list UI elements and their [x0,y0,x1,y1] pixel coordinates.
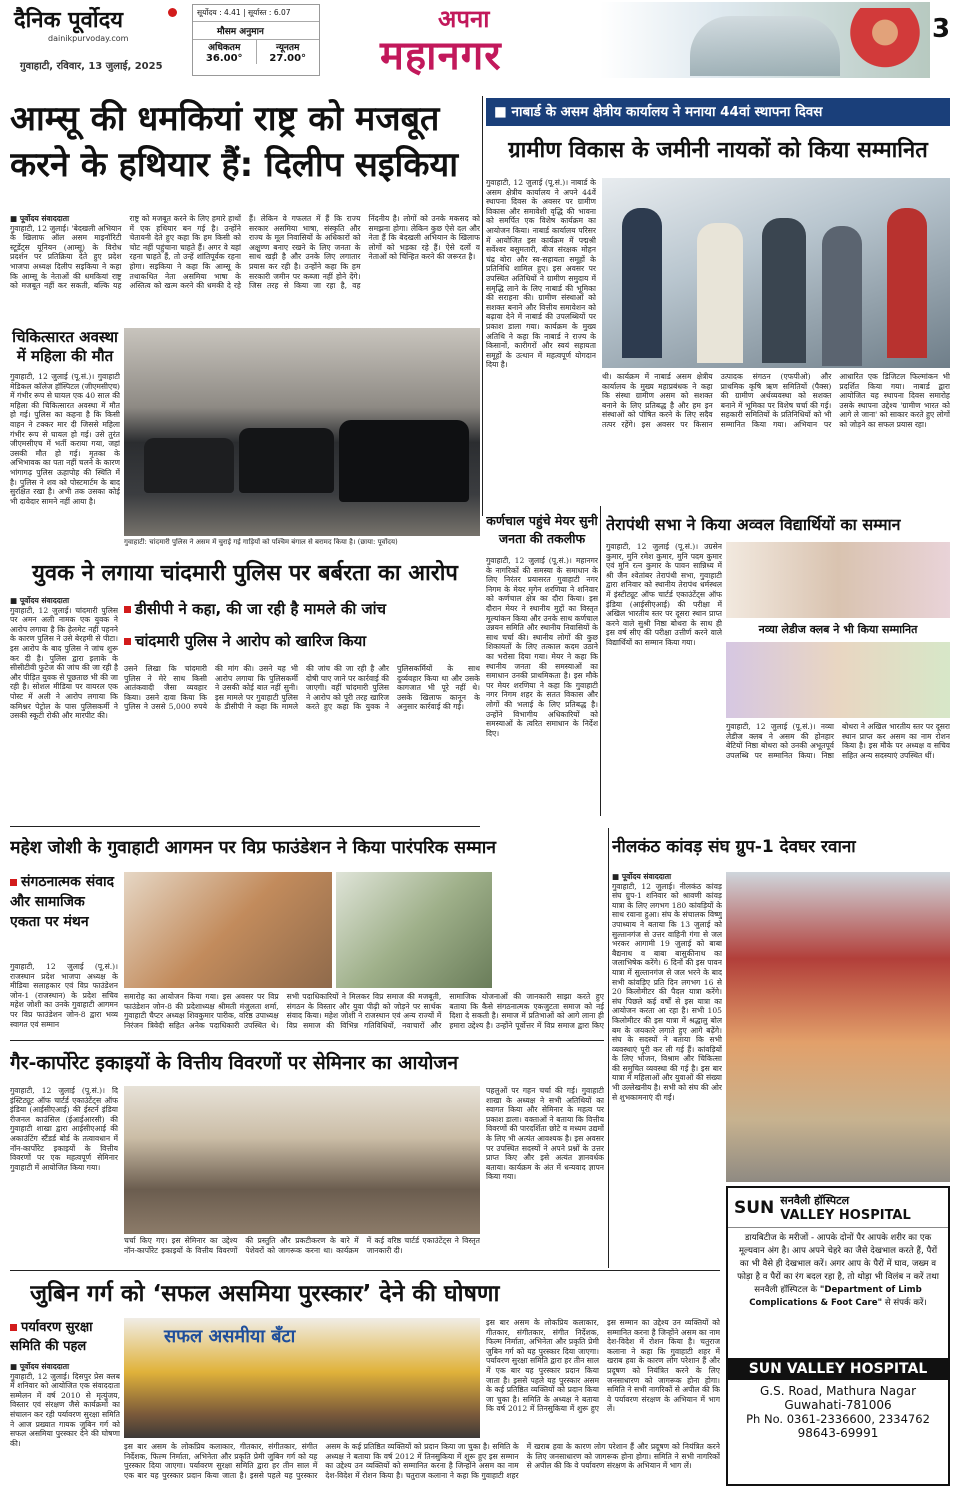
max-label: अधिकतम [208,43,241,53]
zubeen-body-side [10,1362,120,1488]
vipra-headline: महेश जोशी के गुवाहाटी आगमन पर विप्र फाउंडेशन ने किया पारंपरिक सम्मान [10,838,497,858]
cars-caption: गुवाहाटी: चांदमारी पुलिस ने असम में चुराई गई गाड़ियों को पश्चिम बंगाल से बरामद किया है। (छाया: पूर्वोदय) [124,538,398,546]
lead-body-text: गुवाहाटी, 12 जुलाई। 'बेदखली अभियान के खिलाफ ऑल असम माइनॉरिटी स्टूडेंट्स यूनियन (आम्सू) के विरोध प्रदर्शन पर प्रतिक्रिया देते हुए प्रदेश भाजपा अध्यक्ष दिलीप सइकिया ने कहा कि आम्सू के नेताओं की धमकियां राष्ट्र को मजबूत नहीं कर सकती, बल्कि यह राष्ट्र को मजबूत करने के लिए हमारे हाथों में एक हथियार बन गई है। उन्होंने चेतावनी देते हुए कहा कि हम किसी को चोट नहीं पहुंचाना चाहते हैं। अगर वे यहां रहना चाहते हैं, तो उन्हें शांतिपूर्वक रहना होगा। सइकिया ने कहा कि आम्सू के तथाकथित नेता असमिया भाषा के अस्तित्व को खत्म करने की धमकी दे रहे हैं। लेकिन वे गफलत में हैं कि राज्य सरकार असमिया भाषा, संस्कृति और राज्य के मूल निवासियों के अधिकारों को अक्षुण्ण बनाए रखने के लिए जनता के साथ खड़ी है और उनके लिए लगातार प्रयास कर रही है। उन्होंने कहा कि हम सरकारी जमीन पर कब्जा नहीं होने देंगे। जिस तरह से किया जा रहा है, वह निंदनीय है। लोगों को उनके मकसद को समझना होगा। लेकिन कुछ ऐसे दल और नेता हैं कि बेदखली अभियान के खिलाफ लोगों को भड़का रहे हैं। ऐसे दलों व नेताओं को चिन्हित करने की जरूरत है। [10,214,480,291]
vipra-body-side: गुवाहाटी, 12 जुलाई (पू.सं.)। राजस्थान प्रदेश भाजपा अध्यक्ष के मीडिया सलाहकार एवं विप्र फाउंडेशन जोन-1 (राजस्थान) के प्रदेश सचिव महेश जोशी का उनके गुवाहाटी आगमन पर विप्र फाउंडेशन जोन-8 द्वारा भव्य स्वागत एवं सम्मान [10,962,118,1029]
hospital-name-hindi: सनवैली हॉस्पिटल [780,1193,850,1207]
terapanth-photo [726,542,950,618]
police-headline: युवक ने लगाया चांदमारी पुलिस पर बर्बरता का आरोप [32,561,458,586]
zubeen-body-right: इस बार असम के लोकप्रिय कलाकार, गीतकार, संगीतकार, संगीत निर्देशक, फिल्म निर्माता, अभिनेता और प्रकृति प्रेमी जुबिन गर्ग को यह पुरस्कार दिया जाएगा। पर्यावरण सुरक्षा समिति द्वारा हर तीन साल में एक बार यह पुरस्कार प्रदान किया जाता है। इससे पहले यह पुरस्कार असम के कई प्रतिष्ठित व्यक्तियों को प्रदान किया जा चुका है। समिति के अध्यक्ष ने बताया कि वर्ष 2012 में तिनसुकिया में शुरू हुए इस सम्मान का उद्देश्य उन व्यक्तियों को सम्मानित करना है जिन्होंने असम का नाम देश-विदेश में रोशन किया है। चतुराज कलाना ने कहा कि गुवाहाटी शहर में खराब हवा के कारण लोग परेशान हैं और प्रदूषण को नियंत्रित करने के लिए जनसाधारण को जागरूक होना होगा। समिति ने सभी नागरिकों से अपील की कि वे पर्यावरण संरक्षण के अभियान में भाग लें। [486,1318,720,1414]
ad-address-2: Guwahati-781006 [784,1398,892,1412]
red-square-icon [10,1324,17,1331]
section-main-word: महानगर [380,33,502,79]
nabard-body-left: गुवाहाटी, 12 जुलाई (पू.सं.)। नाबार्ड के असम क्षेत्रीय कार्यालय ने अपने 44वें स्थापना दिवस के अवसर पर ग्रामीण विकास और समावेशी वृद्धि की भावना को समर्पित एक विशेष कार्यक्रम का आयोजन किया। नाबार्ड कार्यालय परिसर में आयोजित इस कार्यक्रम में पद्मश्री सर्वेश्वर बसुमतारी, बीज संरक्षक मोहन चंद्र बोरा और स्व-सहायता समूहों के प्रतिनिधि शामिल हुए। इस अवसर पर उपस्थित अतिथियों ने ग्रामीण समुदाय में समृद्धि लाने के लिए नाबार्ड की भूमिका की सराहना की। ग्रामीण संस्थाओं को सशक्त बनाने और वित्तीय समावेशन को बढ़ावा देने में नाबार्ड की उपलब्धियों पर प्रकाश डाला गया। कार्यक्रम के मुख्य अतिथि ने कहा कि नाबार्ड ने राज्य के किसानों, कारीगरों और स्वयं सहायता समूहों के उत्थान में महत्वपूर्ण योगदान दिया है। [486,178,596,370]
kanwar-body-text: गुवाहाटी, 12 जुलाई। नीलकंठ कांवड़ संघ ग्रुप-1 शनिवार को श्रावणी कांवड़ यात्रा के लिए लगभग 180 कांवड़ियों के साथ रवाना हुआ। संघ के संचालक विष्णु उपाध्याय ने बताया कि 13 जुलाई को सुल्तानगंज से उत्तर वाहिनी गंगा से जल भरकर आगामी 19 जुलाई को बाबा बैद्यनाथ व बाबा बासुकीनाथ का जलाभिषेक करेंगे। 6 दिनों की इस पावन यात्रा में सुल्तानगंज से जल भरने के बाद सभी कांवड़िए प्रति दिन लगभग 16 से 20 किलोमीटर की पैदल यात्रा करेंगे। संघ पिछले कई वर्षों से इस यात्रा का आयोजन करता आ रहा है। सभी 105 किलोमीटर की इस यात्रा में श्रद्धालु बोल बम के जयकारे लगाते हुए आगे बढ़ेंगे। संघ के सदस्यों ने बताया कि सभी व्यवस्थाएं पूरी कर ली गई हैं। कांवड़ियों के लिए भोजन, विश्राम और चिकित्सा की समुचित व्यवस्था की गई है। इस बार यात्रा में महिलाओं और युवाओं की संख्या भी उल्लेखनीय है। सभी को संघ की ओर से शुभकामनाएं दी गईं। [612,881,722,1102]
masthead [0,0,960,80]
terapanth-headline: तेरापंथी सभा ने किया अव्वल विद्यार्थियों का सम्मान [606,515,901,534]
police-body-right: उसने लिखा कि चांदमारी पुलिस ने मेरे साथ किसी आतंकवादी जैसा व्यवहार किया। उसने दावा किया कि पुलिस ने उससे 5,000 रुपये की मांग की। उसने यह भी आरोप लगाया कि पुलिसकर्मी ने उसकी कोई बात नहीं सुनी। इस मामले पर गुवाहाटी पुलिस के डीसीपी ने कहा कि मामले की जांच की जा रही है और दोषी पाए जाने पर कार्रवाई की जाएगी। वहीं चांदमारी पुलिस ने आरोप को पूरी तरह खारिज करते हुए कहा कि युवक ने पुलिसकर्मियों के साथ दुर्व्यवहार किया था और उसके कागजात भी पूरे नहीं थे। उसके खिलाफ कानून के अनुसार कार्रवाई की गई। [124,664,480,712]
police-body-left [10,596,118,814]
vipra-side-headline: संगठनात्मक संवाद और सामाजिक एकता पर मंथन [10,874,115,930]
red-square-icon [124,606,131,613]
ad-mobile[interactable]: 98643-69991 [797,1426,879,1440]
seminar-body-right: पहलुओं पर गहन चर्चा की गई। गुवाहाटी शाखा के अध्यक्ष ने सभी अतिथियों का स्वागत किया और सेमिनार के महत्व पर प्रकाश डाला। वक्ताओं ने बताया कि वित्तीय विवरणों की पारदर्शिता छोटे व मध्यम उद्यमों के लिए भी अत्यंत आवश्यक है। इस अवसर पर उपस्थित सदस्यों ने अपने प्रश्नों के उत्तर प्राप्त किए और इसे अत्यंत ज्ञानवर्धक बताया। कार्यक्रम के अंत में धन्यवाद ज्ञापन किया गया। [486,1086,604,1182]
zubeen-body-side-text: गुवाहाटी, 12 जुलाई। दिसपुर प्रेस क्लब में शनिवार को आयोजित एक संवाददाता सम्मेलन में वर्ष 2010 से मृत्युंजय, विस्तार एवं संरक्षण जैसे कार्यक्रमों का संचालन कर रही पर्यावरण सुरक्षा समिति ने आज प्रख्यात गायक जुबिन गर्ग को सफल असमिया पुरस्कार देने की घोषणा की। [10,1371,120,1448]
ad-address-1: G.S. Road, Mathura Nagar [759,1384,917,1398]
police-byline: ■ पूर्वोदय संवाददाता [10,596,70,605]
ad-body: डायबिटीज के मरीजों - आपके दोनों पैर आपके शरीर का एक मूल्यवान अंग है। आप अपने चेहरे का जैसे देखभाल करते हैं, पैरों का भी वैसे ही देखभाल करें। अगर आप के पैरों में घाव, जख्म व फोड़ा है व पैरों का रंग बदल रहा है, तो थोड़ा भी विलंब न करें तथा सनवैली हॉस्पिटल के "Department of Limb Complications & Foot Care" से संपर्क करें। [737,1233,939,1308]
vipra-photo-2 [336,872,492,988]
police-sub-2: चांदमारी पुलिस ने आरोप को खारिज किया [124,628,480,654]
red-square-icon [10,879,17,886]
vipra-body-main: समारोह का आयोजन किया गया। इस अवसर पर विप्र फाउंडेशन जोन-8 की प्रदेशाध्यक्ष श्रीमती मंजुलता शर्मा, गुवाहाटी चैप्टर अध्यक्ष शिवकुमार पारीक, वरिष्ठ उपाध्यक्ष निरंजन त्रिवेदी सहित अनेक पदाधिकारी उपस्थित थे। सभी पदाधिकारियों ने मिलकर विप्र समाज की मजबूती, संगठन के विस्तार और युवा पीढ़ी को जोड़ने पर सार्थक संवाद किया। महेश जोशी ने राजस्थान एवं अन्य राज्यों में विप्र समाज की विभिन्न गतिविधियों, नवाचारों और सामाजिक योजनाओं की जानकारी साझा करते हुए बताया कि कैसे संगठनात्मक एकजुटता समाज को नई दिशा दे सकती है। समाज में प्रतिभाओं को आगे लाना ही हमारा उद्देश्य है। उन्होंने पूर्वोत्तर में विप्र समाज द्वारा किए [124,992,604,1030]
nabard-body-right: थी। कार्यक्रम में नाबार्ड असम क्षेत्रीय कार्यालय के मुख्य महाप्रबंधक ने कहा कि संस्था ग्रामीण असम को सशक्त बनाने के लिए प्रतिबद्ध है और हम इन संस्थाओं को पोषित करने के लिए सदैव तत्पर रहेंगे। इस अवसर पर किसान उत्पादक संगठन (एफपीओ) और प्राथमिक कृषि ऋण समितियों (पैक्स) की ग्रामीण अर्थव्यवस्था को सशक्त बनाने में भूमिका पर विशेष चर्चा की गई। सहकारी समितियों के प्रतिनिधियों को भी सम्मानित किया गया। अभियान पर आधारित एक डिजिटल फिल्मांकन भी प्रदर्शित किया गया। नाबार्ड द्वारा आयोजित यह स्थापना दिवस समारोह उसके स्थापना उद्देश्य 'ग्रामीण भारत को आगे ले जाना' को साकार करते हुए लोगों को जोड़ने का सफल प्रयास रहा। [602,372,950,429]
lead-body [10,214,480,324]
lead-headline-line-2: करने के हथियार हैं: दिलीप सइकिया [10,145,459,185]
website[interactable]: dainikpurvoday.com [48,34,129,43]
zubeen-banner-text: सफल असमीया बँटा [164,1326,296,1347]
zubeen-body-main: इस बार असम के लोकप्रिय कलाकार, गीतकार, संगीतकार, संगीत निर्देशक, फिल्म निर्माता, अभिनेता और प्रकृति प्रेमी जुबिन गर्ग को यह पुरस्कार दिया जाएगा। पर्यावरण सुरक्षा समिति द्वारा हर तीन साल में एक बार यह पुरस्कार प्रदान किया जाता है। इससे पहले यह पुरस्कार असम के कई प्रतिष्ठित व्यक्तियों को प्रदान किया जा चुका है। समिति के अध्यक्ष ने बताया कि वर्ष 2012 में तिनसुकिया में शुरू हुए इस सम्मान का उद्देश्य उन व्यक्तियों को सम्मानित करना है जिन्होंने असम का नाम देश-विदेश में रोशन किया है। चतुराज कलाना ने कहा कि गुवाहाटी शहर में खराब हवा के कारण लोग परेशान हैं और प्रदूषण को नियंत्रित करने के लिए जनसाधारण को जागरूक होना होगा। समिति ने सभी नागरिकों से अपील की कि वे पर्यावरण संरक्षण के अभियान में भाग लें। [124,1442,720,1480]
lead-headline-line-1: आम्सू की धमकियां राष्ट्र को मजबूत [10,99,440,139]
police-body-left-text: गुवाहाटी, 12 जुलाई। चांदमारी पुलिस पर अमन अली नामक एक युवक ने आरोप लगाया है कि हेलमेट नहीं पहनने के कारण पुलिस ने उसे बेरहमी से पीटा। इस आरोप के बाद पुलिस ने जांच शुरू कर दी है। पुलिस द्वारा इलाके के सीसीटीवी फुटेज की जांच की जा रही है और पीड़ित युवक से पूछताछ भी की जा रही है। सोशल मीडिया पर वायरल एक पोस्ट में अली ने आरोप लगाया कि कमिश्नर पेट्रोल के पास पुलिसकर्मी ने उसकी स्कूटी रोकी और मारपीट की। [10,605,118,721]
section-banner [330,2,930,78]
lead-byline: ■ पूर्वोदय संवाददाता [10,214,70,223]
zubeen-photo [124,1318,480,1438]
red-square-icon [124,638,131,645]
kanwar-byline: ■ पूर्वोदय संवाददाता [612,872,672,881]
weather-line: सूर्योदय : 4.41 | सूर्यास्त : 6.07 [193,5,319,22]
nabard-photo [602,178,950,368]
lead-headline [10,96,480,212]
zubeen-side-headline: पर्यावरण सुरक्षा समिति की पहल [10,1320,93,1354]
zubeen-byline: ■ पूर्वोदय संवाददाता [10,1362,70,1371]
nabard-headline: ग्रामीण विकास के जमीनी नायकों को किया सम्मानित [508,138,928,163]
red-dot-logo [168,8,177,17]
vipra-photo [124,872,332,988]
dateline: गुवाहाटी, रविवार, 13 जुलाई, 2025 [20,61,163,72]
kanwar-headline: नीलकंठ कांवड़ संघ ग्रुप-1 देवघर रवाना [612,837,856,857]
max-temp: 36.00° [205,53,243,64]
seminar-photo [124,1086,480,1234]
min-temp: 27.00° [269,53,307,64]
ladies-club-body: गुवाहाटी, 12 जुलाई (पू.सं.)। नव्या लेडीज क्लब ने असम की होनहार बेटियों निष्ठा बोथरा को उनकी अभूतपूर्व उपलब्धि पर सम्मानित किया। निष्ठा बोथरा ने अखिल भारतीय स्तर पर दूसरा स्थान प्राप्त कर असम का नाम रोशन किया है। इस मौके पर अध्यक्ष व सचिव सहित अन्य सदस्याएं उपस्थित थीं। [726,722,950,760]
woman-headline: चिकित्सारत अवस्था में महिला की मौत [12,328,118,365]
ladies-club-photo [726,642,950,718]
hospital-name-en: VALLEY HOSPITAL [780,1207,911,1223]
min-label: न्यूनतम [276,43,300,53]
mayor-headline: कर्णचाल पहुंचे मेयर सुनी जनता की तकलीफ [486,513,598,546]
ladies-club-headline: नव्या लेडीज क्लब ने भी किया सम्मानित [758,623,918,636]
weather-title: मौसम अनुमान [193,22,319,40]
ad-name-bar: SUN VALLEY HOSPITAL [728,1358,948,1380]
ad-phone[interactable]: Ph No. 0361-2336600, 2334762 [746,1412,930,1426]
woman-story [10,328,120,558]
page-number: 3 [932,14,951,44]
nabard-kicker: ■ नाबार्ड के असम क्षेत्रीय कार्यालय ने मनाया 44वां स्थापना दिवस [486,98,950,126]
hospital-ad[interactable] [726,1186,950,1486]
kanwar-photo [726,872,950,1182]
mayor-body: गुवाहाटी, 12 जुलाई (पू.सं.)। महानगर के नागरिकों की समस्या के समाधान के लिए निरंतर प्रयासरत गुवाहाटी नगर निगम के मेयर मृगेन शरणिया ने शनिवार को कर्णचाल क्षेत्र का दौरा किया। इस दौरान मेयर ने स्थानीय मुद्दों का विस्तृत मूल्यांकन किया और उनके साथ कर्णचाल उन्नयन समिति और स्थानीय निवासियों के साथ चर्चा की। स्थानीय लोगों की कुछ शिकायतों के लिए तत्काल कदम उठाने का भरोसा दिया गया। मेयर ने कहा कि स्थानीय जनता की समस्याओं का समाधान उनकी प्राथमिकता है। इस मौके पर मेयर शरणिया ने कहा कि गुवाहाटी नगर निगम शहर के सतत विकास और लोगों की भलाई के लिए प्रतिबद्ध है। उन्होंने विभागीय अधिकारियों को समस्याओं के त्वरित समाधान के निर्देश दिए। [486,556,598,738]
seminar-body-left: गुवाहाटी, 12 जुलाई (पू.सं.)। दि इंस्टिट्यूट ऑफ चार्टर्ड एकाउंटेंट्स ऑफ इंडिया (आईसीएआई) की ईस्टर्न इंडिया रीजनल काउंसिल (ईआईआरसी) की गुवाहाटी शाखा द्वारा आईसीएआई की अकाउंटिंग स्टैंडर्ड बोर्ड के तत्वावधान में नॉन-कार्पोरेट इकाइयों के वित्तीय विवरणों पर एक महत्वपूर्ण सेमिनार गुवाहाटी में आयोजित किया गया। [10,1086,118,1172]
kanwar-body [612,872,722,1246]
weather-box [192,4,320,76]
paper-name: दैनिक पूर्वोदय [14,8,124,33]
cars-photo [124,328,480,536]
zubeen-headline: जुबिन गर्ग को ‘सफल असमिया पुरस्कार’ देने की घोषणा [30,1281,500,1307]
woman-body: गुवाहाटी, 12 जुलाई (पू.सं.)। गुवाहाटी मेडिकल कॉलेज हॉस्पिटल (जीएमसीएच) में गंभीर रूप से घायल एक 40 साल की महिला की चिकित्सारत अवस्था में मौत हो गई। पुलिस का कहना है कि किसी वाहन ने टक्कर मार दी जिससे महिला गंभीर रूप से घायल हो गई। उसे तुरंत जीएमसीएच में भर्ती कराया गया, जहां उसकी मौत हो गई। मृतका के अभिभावक का पता नहीं चलने के कारण भांगागढ़ पुलिस ऊहापोह की स्थिति में है। पुलिस ने शव को पोस्टमार्टम के बाद सुरक्षित रखा है। अभी तक उसका कोई भी दावेदार सामने नहीं आया है। [10,372,120,506]
seminar-body-mid: चर्चा किए गए। इस सेमिनार का उद्देश्य नॉन-कार्पोरेट इकाइयों के वित्तीय विवरणों की प्रस्तुति और प्रकटीकरण के बारे में पेशेवरों को जागरूक करना था। कार्यक्रम में कई वरिष्ठ चार्टर्ड एकाउंटेंट्स ने विस्तृत जानकारी दी। [124,1236,480,1255]
terapanth-body: गुवाहाटी, 12 जुलाई (पू.सं.)। उग्रसेन कुमार, मुनि रमेश कुमार, मुनि पदम कुमार एवं मुनि रत्न कुमार के पावन सान्निध्य में श्री जैन श्वेतांबर तेरापंथी सभा, गुवाहाटी द्वारा शनिवार को स्थानीय तेरापंथ धर्मस्थल में इंस्टीट्यूट ऑफ चार्टर्ड एकाउंटेंट्स ऑफ इंडिया (आईसीएआई) की परीक्षा में अखिल भारतीय स्तर पर दूसरा स्थान प्राप्त करने वाले सुश्री निष्ठा बोथरा के साथ ही इस वर्ष सीए की परीक्षा उत्तीर्ण करने वाले विद्यार्थियों का सम्मान किया गया। [606,542,722,647]
ad-department: "Department of Limb Complications & Foot Care" [749,1285,922,1308]
temple-illustration [690,16,840,76]
section-top-word: अपना [438,5,490,33]
hospital-logo-icon: SUN [734,1197,775,1218]
dancer-illustration [850,8,920,78]
seminar-headline: गैर-कार्पोरेट इकाइयों के वित्तीय विवरणों पर सेमिनार का आयोजन [10,1052,459,1074]
police-sub-1: डीसीपी ने कहा, की जा रही है मामले की जांच [124,596,480,622]
